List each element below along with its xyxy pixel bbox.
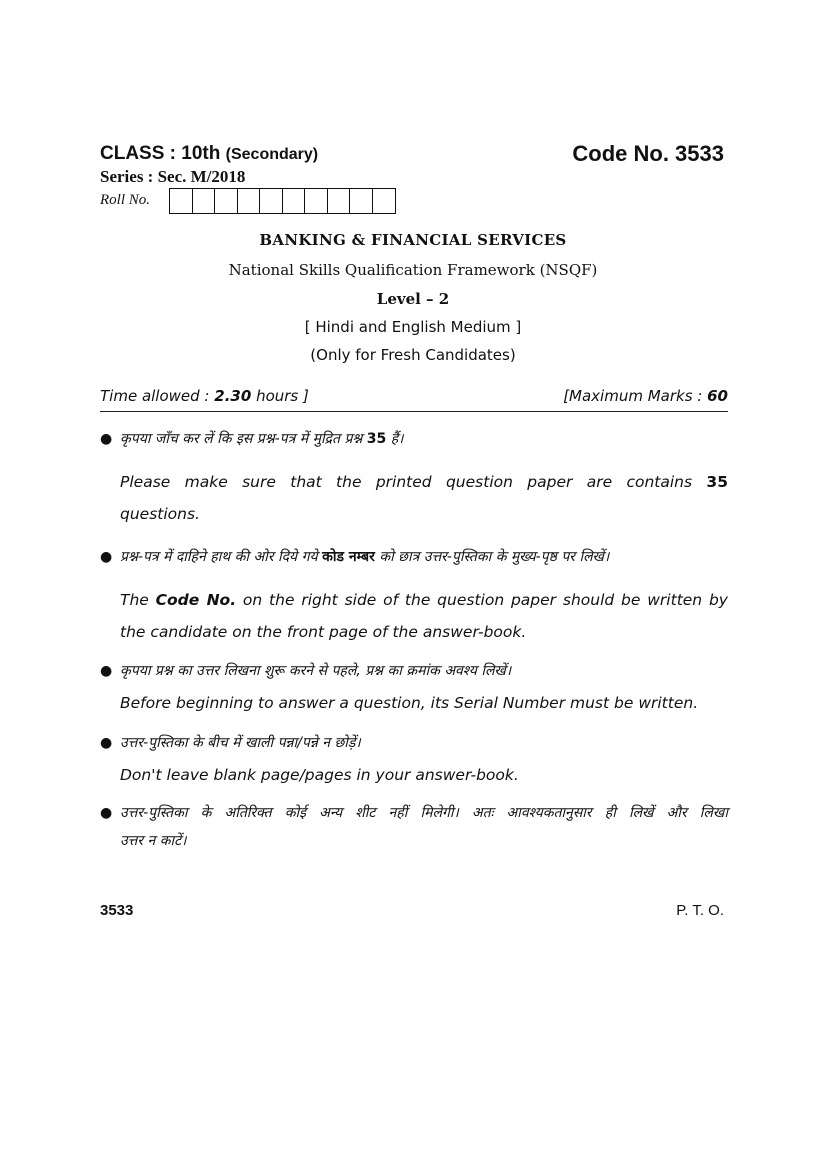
roll-no-box: [328, 189, 351, 213]
instruction-2-english-the: The: [120, 591, 149, 609]
bullet-icon: ●: [100, 735, 113, 751]
roll-no-box: [373, 189, 396, 213]
instruction-4-hindi: उत्तर-पुस्तिका के बीच में खाली पन्ना/पन्ने न छोड़ें।: [120, 735, 361, 751]
instruction-1-english: [120, 466, 728, 498]
footer-code: 3533: [100, 902, 134, 919]
bullet-icon: ●: [100, 431, 113, 447]
instruction-5-hindi-end: उत्तर न काटें।: [120, 833, 187, 849]
medium-note: [ Hindi and English Medium ]: [304, 318, 522, 336]
bullet-icon: ●: [100, 805, 113, 821]
instruction-2-english-code: Code No.: [155, 591, 237, 609]
bullet-icon: ●: [100, 549, 113, 565]
instruction-3-english: Before beginning to answer a question, its Serial Number must be written.: [120, 694, 699, 712]
roll-no-box: [193, 189, 216, 213]
instruction-1-hindi-end: हैं।: [390, 431, 404, 447]
candidates-note: (Only for Fresh Candidates): [310, 346, 516, 364]
time-value: 2.30: [214, 387, 252, 405]
code-number: Code No. 3533: [572, 141, 724, 166]
roll-no-box: [350, 189, 373, 213]
roll-no-label: Roll No.: [100, 192, 151, 208]
marks-label: [Maximum Marks :: [563, 387, 703, 405]
framework-title: National Skills Qualification Framework (NSQF): [228, 261, 598, 279]
instruction-2-hindi-text: प्रश्न-पत्र में दाहिने हाथ की ओर दिये गये: [120, 549, 318, 565]
instruction-2-hindi-end: को छात्र उत्तर-पुस्तिका के मुख्य-पृष्ठ पर लिखें।: [379, 549, 610, 565]
instruction-2-hindi-code: कोड नम्बर: [322, 549, 375, 565]
time-unit: hours ]: [256, 387, 309, 405]
instruction-4-english: Don't leave blank page/pages in your answer-book.: [120, 766, 519, 784]
marks-value: 60: [707, 387, 728, 405]
roll-no-box: [238, 189, 261, 213]
class-label: CLASS : 10th: [100, 143, 221, 164]
instruction-1-hindi: [120, 429, 728, 448]
instruction-1-english-count: 35: [706, 473, 728, 491]
please-turn-over: P. T. O.: [676, 902, 724, 919]
time-label: Time allowed :: [100, 387, 210, 405]
class-line: [100, 143, 318, 165]
instruction-5-hindi: उत्तर-पुस्तिका के अतिरिक्त कोई अन्य शीट नहीं मिलेगी। अतः आवश्यकतानुसार ही लिखें और लिखा: [120, 805, 728, 821]
instruction-2-english: [120, 584, 728, 616]
bullet-icon: ●: [100, 663, 113, 679]
series: Series : Sec. M/2018: [100, 167, 246, 186]
time-allowed: [100, 387, 309, 405]
instruction-1-english-text: Please make sure that the printed question paper are contains: [120, 473, 693, 491]
instruction-2-english-end: the candidate on the front page of the answer-book.: [120, 623, 527, 641]
instruction-1-hindi-count: 35: [366, 431, 387, 447]
level-title: Level – 2: [376, 290, 450, 308]
instruction-1-english-end: questions.: [120, 505, 200, 523]
subject-title: BANKING & FINANCIAL SERVICES: [259, 231, 567, 249]
roll-no-box: [170, 189, 193, 213]
maximum-marks: [563, 387, 728, 405]
instruction-2-hindi: [120, 547, 728, 566]
instruction-1-hindi-text: कृपया जाँच कर लें कि इस प्रश्न-पत्र में मुद्रित प्रश्न: [120, 431, 363, 447]
roll-no-box: [260, 189, 283, 213]
divider-line: [100, 411, 728, 412]
roll-no-boxes: [169, 188, 396, 214]
class-sub: (Secondary): [225, 146, 319, 163]
instruction-2-english-text: on the right side of the question paper should be written by: [242, 591, 728, 609]
roll-no-box: [215, 189, 238, 213]
roll-no-box: [283, 189, 306, 213]
instruction-3-hindi: कृपया प्रश्न का उत्तर लिखना शुरू करने से पहले, प्रश्न का क्रमांक अवश्य लिखें।: [120, 663, 512, 679]
roll-no-box: [305, 189, 328, 213]
